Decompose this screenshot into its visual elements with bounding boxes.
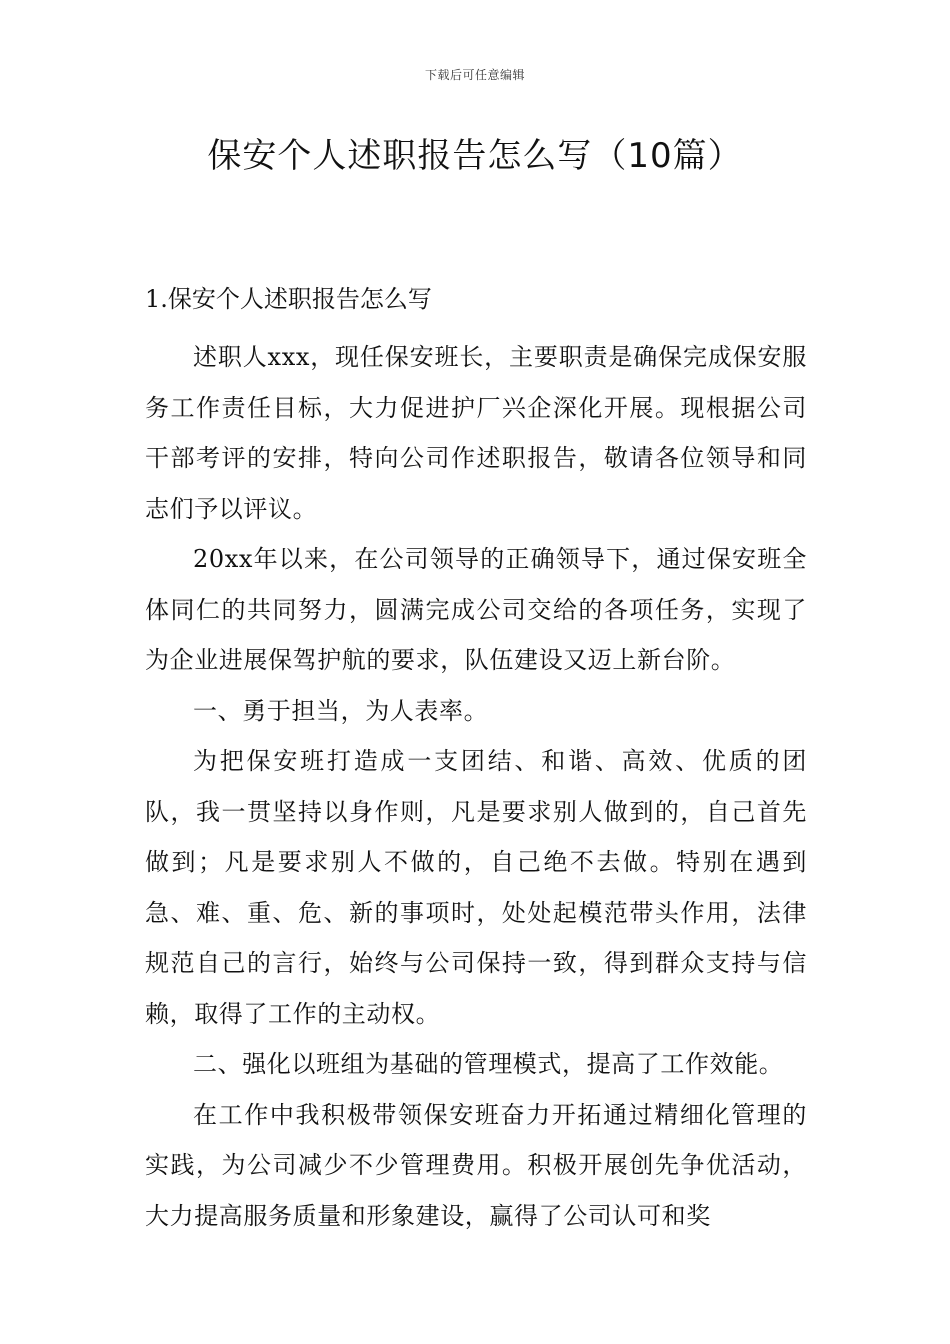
subheading-one: 一、勇于担当，为人表率。: [193, 696, 489, 725]
section-heading: 1.保安个人述职报告怎么写: [145, 285, 432, 313]
paragraph-intro: 述职人xxx，现任保安班长，主要职责是确保完成保安服务工作责任目标，大力促进护厂兴企深化开展。现根据公司干部考评的安排，特向公司作述职报告，敬请各位领导和同志们予以评议。: [145, 343, 807, 523]
paragraph-two: 在工作中我积极带领保安班奋力开拓通过精细化管理的实践，为公司减少不少管理费用。积极开展创先争优活动，大力提高服务质量和形象建设，赢得了公司认可和奖: [145, 1100, 807, 1230]
document-body: [145, 282, 807, 1241]
subheading-two: 二、强化以班组为基础的管理模式，提高了工作效能。: [193, 1050, 784, 1078]
document-title: 保安个人述职报告怎么写（10篇）: [207, 136, 743, 176]
paragraph-summary: 20xx年以来，在公司领导的正确领导下，通过保安班全体同仁的共同努力，圆满完成公司交给的各项任务，实现了为企业进展保驾护航的要求，队伍建设又迈上新台阶。: [145, 545, 807, 674]
paragraph-one: 为把保安班打造成一支团结、和谐、高效、优质的团队，我一贯坚持以身作则，凡是要求别人做到的，自己首先做到；凡是要求别人不做的，自己绝不去做。特别在遇到急、难、重、危、新的事项时，处处起模范带头作用，法律规范自己的言行，始终与公司保持一致，得到群众支持与信赖，取得了工作的主动权。: [145, 747, 807, 1028]
header-note: 下载后可任意编辑: [424, 68, 525, 82]
